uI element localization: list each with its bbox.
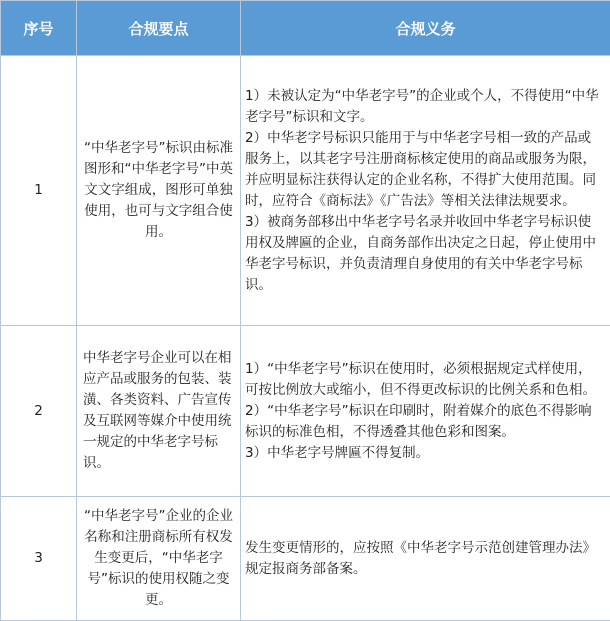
obligation-item: 发生变更情形的，应按照《中华老字号示范创建管理办法》规定报商务部备案。 <box>245 538 604 580</box>
row-number: 2 <box>1 326 77 497</box>
table-row <box>1 56 610 326</box>
compliance-point: “中华老字号”企业的企业名称和注册商标所有权发生变更后，“中华老字号”标识的使用权随之变更。 <box>77 497 241 621</box>
compliance-obligation <box>241 497 610 621</box>
obligation-item: 1）“中华老字号”标识在使用时，必须根据规定式样使用，可按比例放大或缩小，但不得更改标识的比例关系和色相。 <box>245 359 604 401</box>
table-header-row <box>1 1 610 56</box>
header-compliance-point: 合规要点 <box>77 1 241 56</box>
table-row <box>1 497 610 621</box>
header-compliance-obligation: 合规义务 <box>241 1 610 56</box>
compliance-obligation <box>241 326 610 497</box>
table-row <box>1 326 610 497</box>
compliance-point: 中华老字号企业可以在相应产品或服务的包装、装潢、各类资料、广告宣传及互联网等媒介中使用统一规定的中华老字号标识。 <box>77 326 241 497</box>
obligation-item: 2）中华老字号标识只能用于与中华老字号相一致的产品或服务上，以其老字号注册商标核定使用的商品或服务为限，并应明显标注获得认定的企业名称，不得扩大使用范围。同时，应符合《商标法》《广告法》等相关法律法规要求。 <box>245 128 604 212</box>
obligation-item: 1）未被认定为“中华老字号”的企业或个人，不得使用“中华老字号”标识和文字。 <box>245 86 604 128</box>
header-serial-number: 序号 <box>1 1 77 56</box>
compliance-point: “中华老字号”标识由标准图形和“中华老字号”中英文文字组成，图形可单独使用，也可与文字组合使用。 <box>77 56 241 326</box>
row-number: 1 <box>1 56 77 326</box>
compliance-obligation <box>241 56 610 326</box>
obligation-item: 3）中华老字号牌匾不得复制。 <box>245 443 604 464</box>
row-number: 3 <box>1 497 77 621</box>
obligation-item: 2）“中华老字号”标识在印刷时，附着媒介的底色不得影响标识的标准色相，不得透叠其他色彩和图案。 <box>245 401 604 443</box>
obligation-item: 3）被商务部移出中华老字号名录并收回中华老字号标识使用权及牌匾的企业，自商务部作出决定之日起，停止使用中华老字号标识，并负责清理自身使用的有关中华老字号标识。 <box>245 212 604 296</box>
